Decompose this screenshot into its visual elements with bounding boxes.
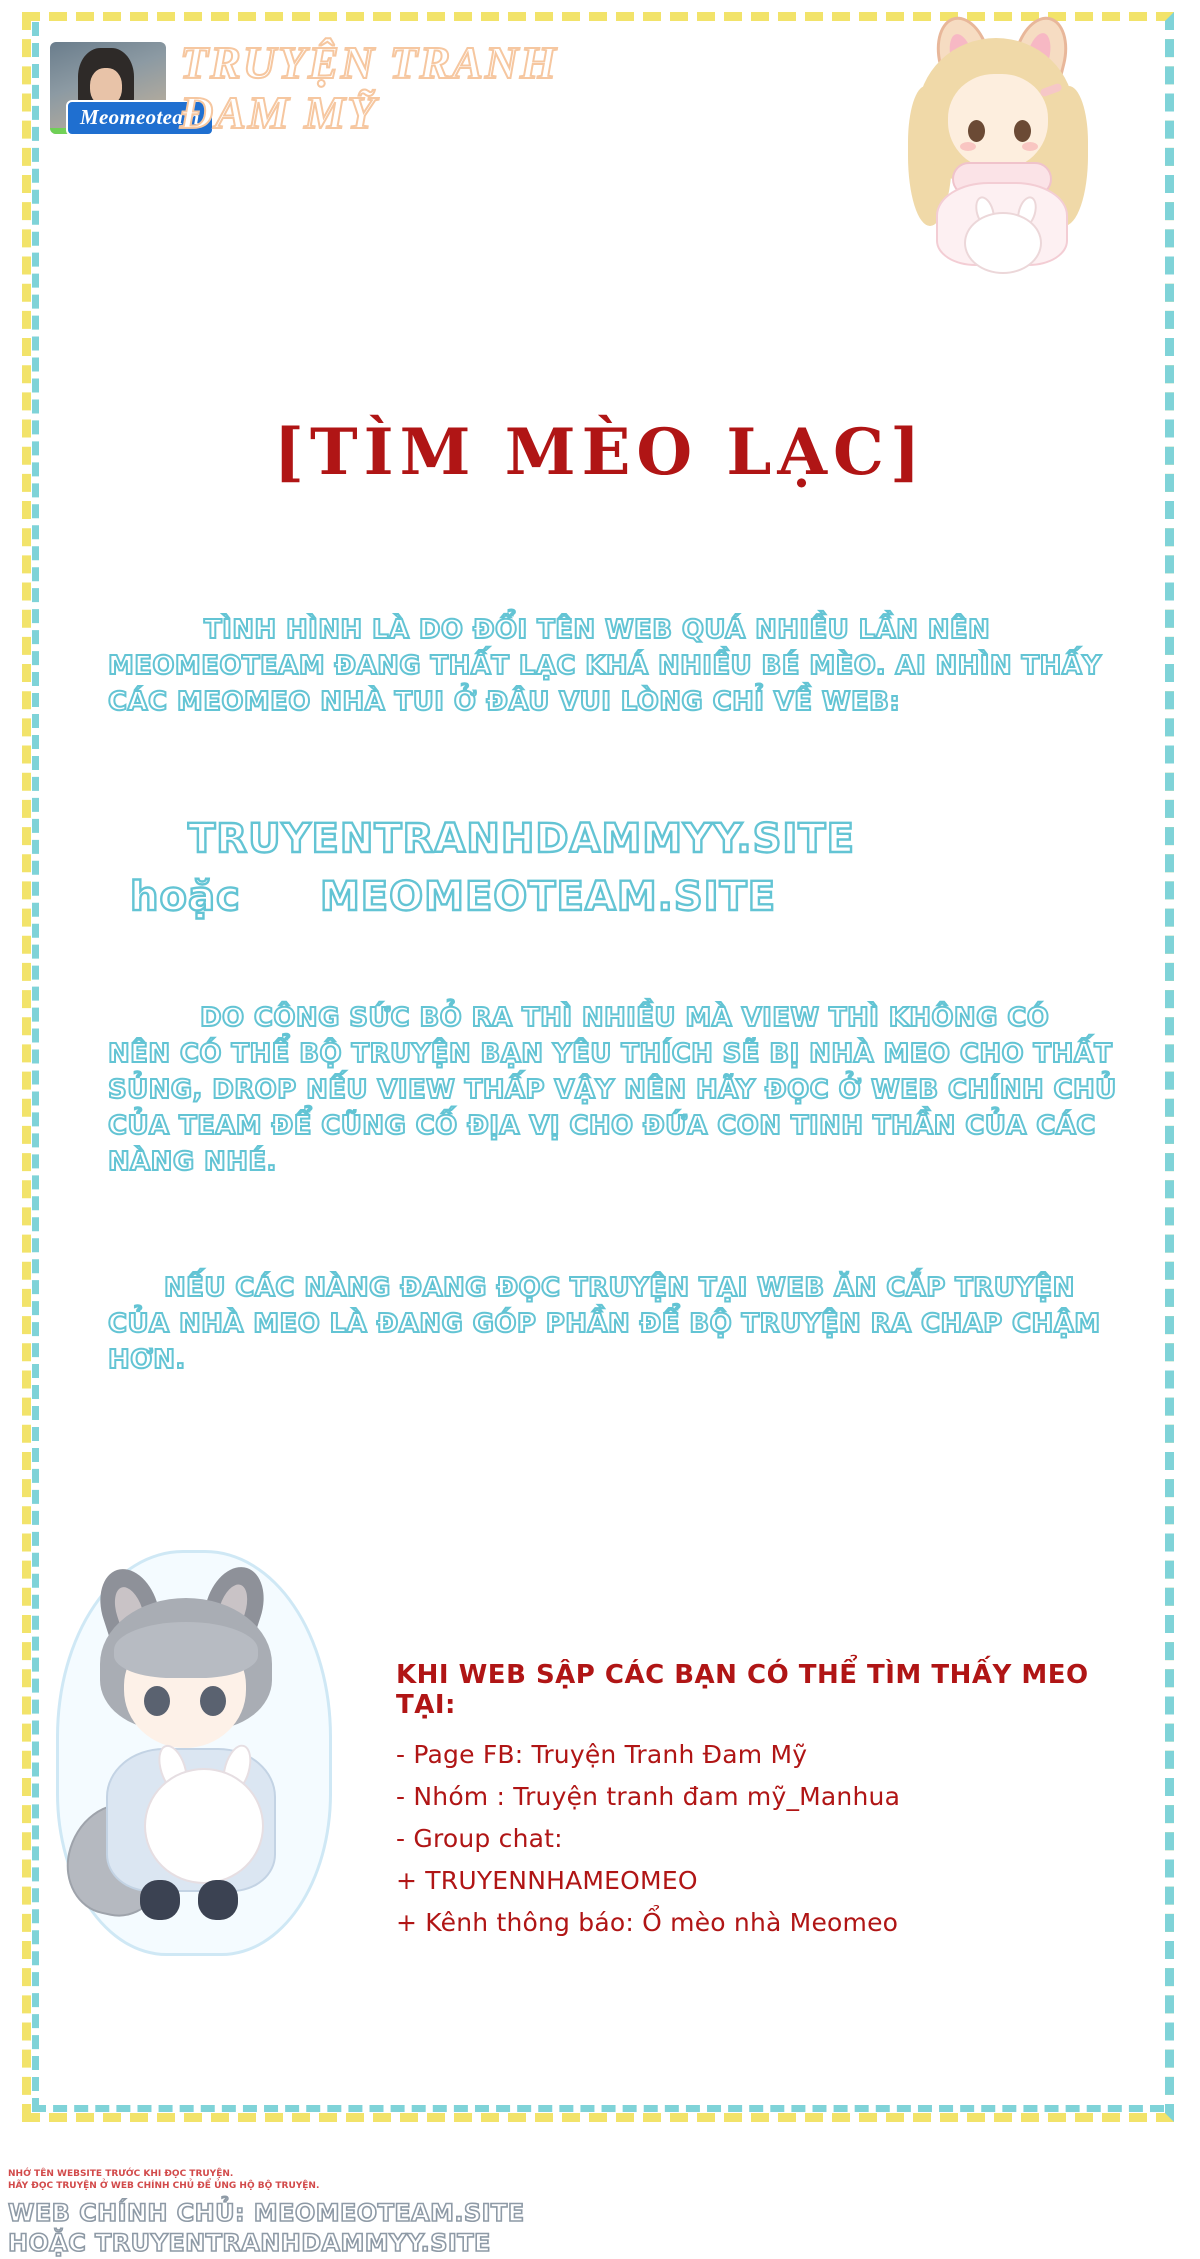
paragraph-support: DO CÔNG SỨC BỎ RA THÌ NHIỀU MÀ VIEW THÌ KHÔNG CÓ NÊN CÓ THỂ BỘ TRUYỆN BẠN YÊU THÍCH SẼ BỊ NHÀ MEO CHO THẤT SỦNG, DROP NẾU VIEW THẤP VẬY NÊN HÃY ĐỌC Ở WEB CHÍNH CHỦ CỦA TEAM ĐỂ CŨNG CỐ ĐỊA VỊ CHO ĐỨA CON TINH THẦN CỦA CÁC NÀNG NHÉ.: [108, 1003, 1117, 1177]
footer-main-line1: WEB CHÍNH CHỦ: MEOMEOTEAM.SITE: [8, 2199, 525, 2227]
footer-official-site: [8, 2198, 908, 2258]
wolf-eye-left: [144, 1686, 170, 1716]
wolf-fringe: [114, 1622, 258, 1678]
contact-item-page-fb[interactable]: - Page FB: Truyện Tranh Đam Mỹ: [396, 1740, 808, 1769]
footer-note-small: [8, 2168, 708, 2192]
contact-item-group[interactable]: - Nhóm : Truyện tranh đam mỹ_Manhua: [396, 1782, 901, 1811]
chibi-face: [948, 74, 1048, 170]
paragraph-intro: TÌNH HÌNH LÀ DO ĐỔI TÊN WEB QUÁ NHIỀU LẦN NÊN MEOMEOTEAM ĐANG THẤT LẠC KHÁ NHIỀU BÉ MÈO. AI NHÌN THẤY CÁC MEOMEO NHÀ TUI Ở ĐÂU VUI LÒNG CHỈ VỀ WEB:: [108, 615, 1102, 717]
footer-tiny-line2: HÃY ĐỌC TRUYỆN Ở WEB CHÍNH CHỦ ĐỂ ỦNG HỘ BỘ TRUYỆN.: [8, 2181, 320, 2191]
website-links: [108, 810, 1108, 926]
wolf-leg-right: [198, 1880, 238, 1920]
footer-tiny-line1: NHỚ TÊN WEBSITE TRƯỚC KHI ĐỌC TRUYỆN.: [8, 2169, 234, 2179]
page-title: [TÌM MÈO LẠC]: [273, 415, 927, 490]
site-title: [180, 38, 780, 138]
link-secondary[interactable]: MEOMEOTEAM.SITE: [320, 874, 777, 920]
wolf-leg-left: [140, 1880, 180, 1920]
site-title-line2: ĐAM MỸ: [180, 87, 378, 138]
contact-item-group-chat: - Group chat:: [396, 1824, 563, 1853]
paragraph-warning: NẾU CÁC NÀNG ĐANG ĐỌC TRUYỆN TẠI WEB ĂN CẮP TRUYỆN CỦA NHÀ MEO LÀ ĐANG GÓP PHẦN ĐỂ BỘ TRUYỆN RA CHAP CHẬM HƠN.: [108, 1273, 1101, 1375]
chibi-cheek-right: [1022, 142, 1038, 151]
chibi-eye-left: [968, 120, 985, 142]
contact-item-channel[interactable]: + Kênh thông báo: Ổ mèo nhà Meomeo: [396, 1908, 899, 1937]
team-badge: Meomeoteam: [66, 100, 214, 136]
link-primary[interactable]: TRUYENTRANHDAMMYY.SITE: [188, 816, 855, 862]
chibi-plush-toy: [964, 212, 1042, 274]
wolf-plush-toy: [144, 1768, 264, 1884]
wolf-eye-right: [200, 1686, 226, 1716]
footer-main-line2: HOẶC TRUYENTRANHDAMMYY.SITE: [8, 2229, 491, 2257]
contact-item-chat-name[interactable]: + TRUYENNHAMEOMEO: [396, 1866, 698, 1895]
chibi-girl-illustration: [890, 16, 1120, 286]
chibi-eye-right: [1014, 120, 1031, 142]
contact-block: [396, 1660, 1096, 1944]
contact-title: KHI WEB SẬP CÁC BẠN CÓ THỂ TÌM THẤY MEO TẠI:: [396, 1660, 1089, 1720]
site-title-line1: TRUYỆN TRANH: [180, 37, 558, 88]
chibi-cheek-left: [960, 142, 976, 151]
link-secondary-row: [108, 868, 1108, 926]
link-or-label: hoặc: [130, 874, 241, 920]
chibi-wolf-boy-illustration: [48, 1540, 338, 1970]
